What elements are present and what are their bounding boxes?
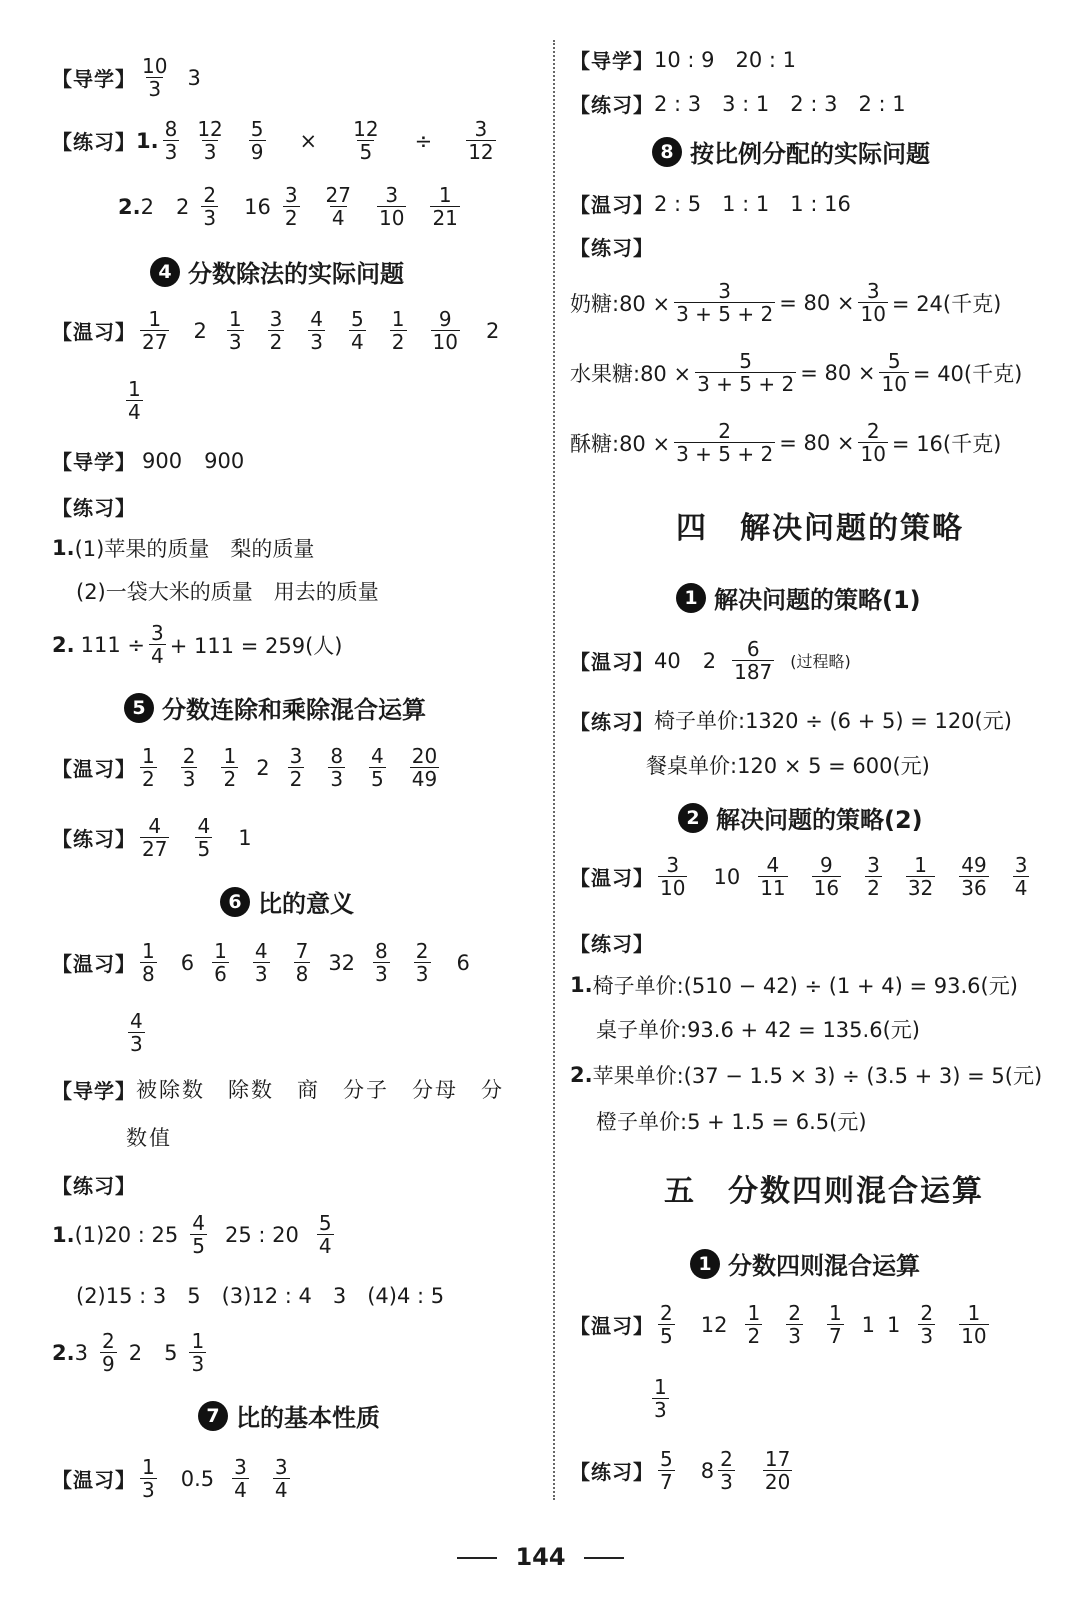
item-number: 2.	[52, 632, 75, 657]
answer: 10	[713, 864, 741, 889]
section-tag: 【温习】	[570, 650, 654, 674]
line-lianxi-6	[52, 1170, 136, 1199]
line-lianxi-strategy-1	[570, 705, 1012, 735]
section-heading-strategy-2	[678, 800, 923, 835]
section-number-badge: 1	[690, 1249, 720, 1279]
fraction: $\frac{5}{10}$	[881, 349, 907, 396]
answer-text: 10 : 9 20 : 1	[654, 48, 797, 72]
section-tag: 【导学】	[52, 450, 136, 474]
section-title: 解决问题的策略(1)	[714, 586, 921, 614]
fraction: $\frac{1}{32}$	[907, 853, 934, 900]
answer: 2	[485, 318, 500, 343]
line-lianxi-8	[570, 232, 654, 261]
section-number-badge: 8	[652, 137, 682, 167]
equation: = 24(千克)	[891, 291, 1002, 316]
line-lianxi-6-2	[52, 1330, 218, 1375]
section-heading-6	[220, 884, 354, 919]
equation: + 111 = 259(人)	[169, 633, 343, 658]
section-tag: 【温习】	[570, 866, 654, 890]
fraction: $\frac{4}{3}$	[254, 939, 268, 986]
answer: 32	[328, 950, 356, 975]
section-tag: 【练习】	[570, 92, 654, 117]
fraction: $\frac{1}{3}$	[142, 1455, 155, 1502]
section-tag: 【温习】	[52, 1468, 136, 1492]
fraction: $\frac{2}{3}$	[788, 1301, 801, 1348]
item-number: 2.	[52, 1340, 75, 1365]
line-lianxi-8-sutang	[570, 420, 1001, 465]
line-wenxi-8	[570, 188, 851, 218]
note: (过程略)	[790, 652, 851, 671]
answer: 2	[702, 648, 717, 673]
operator: ×	[299, 128, 318, 153]
line-lianxi-mixed-ops	[570, 1448, 804, 1493]
fraction: $\frac{8}{3}$	[375, 939, 388, 986]
section-tag: 【练习】	[570, 709, 654, 734]
fraction: $\frac{49}{36}$	[961, 853, 987, 900]
fraction: $\frac{1}{3}$	[228, 307, 242, 354]
fraction: $\frac{3}{12}$	[468, 117, 494, 164]
fraction: $\frac{4}{5}$	[197, 814, 211, 861]
answer-text: (1)苹果的质量 梨的质量	[74, 537, 315, 561]
section-title: 分数除法的实际问题	[188, 260, 404, 288]
section-heading-4	[150, 254, 404, 289]
answer: 1	[238, 825, 252, 850]
section-tag: 【导学】	[52, 67, 136, 91]
fraction: $\frac{2}{10}$	[860, 419, 886, 466]
fraction: $\frac{2}{3}$	[920, 1301, 934, 1348]
fraction: $\frac{3}{2}$	[284, 183, 298, 230]
fraction: $\frac{2}{9}$	[101, 1329, 115, 1376]
answer: 5	[164, 1340, 178, 1365]
answer: 2	[175, 194, 190, 219]
line-lianxi-2	[118, 184, 472, 229]
fraction: $\frac{3}{4}$	[274, 1455, 288, 1502]
equation: = 80 ×	[779, 430, 855, 455]
fraction: $\frac{1}{2}$	[391, 307, 405, 354]
line-lianxi-strategy-2-2b	[596, 1106, 867, 1136]
answer: 12	[700, 1312, 728, 1337]
section-heading-7	[198, 1398, 380, 1433]
section-title: 比的意义	[258, 890, 354, 918]
section-heading-8	[652, 134, 930, 169]
fraction: $\frac{9}{10}$	[432, 307, 458, 354]
line-wenxi-strategy-1	[570, 638, 851, 683]
fraction: $\frac{5}{9}$	[250, 117, 264, 164]
section-title: 按比例分配的实际问题	[690, 140, 930, 168]
item-number: 2.	[118, 194, 141, 219]
answer: 25 : 20	[224, 1222, 299, 1247]
fraction: $\frac{3}{4}$	[234, 1455, 247, 1502]
line-daoxue-7	[570, 44, 796, 74]
fraction: $\frac{2}{3}$	[415, 939, 429, 986]
fraction: $\frac{5}{4}$	[318, 1211, 332, 1258]
item-number: 1.	[52, 536, 75, 560]
column-divider	[553, 40, 555, 1500]
section-tag: 【温习】	[570, 1314, 654, 1338]
line-wenxi-6-cont	[124, 1010, 149, 1055]
fraction: $\frac{9}{16}$	[813, 853, 840, 900]
answer-text: 2 : 5 1 : 1 1 : 16	[654, 192, 851, 216]
line-wenxi-mixed-ops-cont	[648, 1376, 673, 1421]
section-number-badge: 4	[150, 257, 180, 287]
section-tag: 【练习】	[52, 130, 136, 154]
equation: 苹果单价:(37 − 1.5 × 3) ÷ (3.5 + 3) = 5(元)	[592, 1064, 1043, 1088]
line-daoxue-1	[52, 55, 201, 100]
equation: 水果糖:80 ×	[570, 361, 692, 386]
fraction: $\frac{2}{5}$	[660, 1301, 673, 1348]
section-number-badge: 6	[220, 887, 250, 917]
section-number-badge: 2	[678, 803, 708, 833]
line-lianxi-5	[52, 815, 252, 860]
fraction: $\frac{12}{5}$	[353, 117, 379, 164]
section-tag: 【练习】	[570, 932, 654, 956]
line-lianxi-6-1	[52, 1212, 346, 1257]
fraction: $\frac{8}{3}$	[330, 744, 344, 791]
fraction: $\frac{6}{187}$	[734, 637, 773, 684]
equation: = 16(千克)	[891, 431, 1002, 456]
fraction: $\frac{2}{3}$	[182, 744, 196, 791]
item-number: 1.	[570, 973, 593, 997]
line-lianxi-strategy-2	[570, 928, 654, 957]
line-lianxi-strategy-2-2	[570, 1060, 1042, 1090]
fraction: $\frac{27}{4}$	[325, 183, 351, 230]
fraction: $\frac{1}{7}$	[828, 1301, 842, 1348]
answer: 3	[187, 65, 201, 90]
equation: = 40(千克)	[912, 361, 1023, 386]
fraction: $\frac{4}{11}$	[760, 853, 786, 900]
fraction: $\frac{17}{20}$	[764, 1447, 791, 1494]
line-wenxi-7	[52, 1456, 302, 1501]
fraction: $\frac{1}{3}$	[191, 1329, 205, 1376]
fraction: $\frac{5}{7}$	[660, 1447, 673, 1494]
section-tag: 【练习】	[570, 236, 654, 260]
fraction: $\frac{4}{3}$	[310, 307, 324, 354]
fraction: $\frac{1}{4}$	[128, 377, 141, 424]
section-tag: 【温习】	[570, 192, 654, 217]
equation: 奶糖:80 ×	[570, 291, 671, 316]
fraction: $\frac{2}{3 + 5 + 2}$	[676, 419, 774, 466]
section-heading-strategy-1	[676, 580, 921, 615]
fraction: $\frac{7}{8}$	[295, 939, 309, 986]
line-lianxi-7	[570, 88, 906, 118]
line-wenxi-4-cont	[122, 378, 147, 423]
line-lianxi-4-1b	[76, 576, 379, 606]
line-lianxi-4-1	[52, 533, 314, 563]
section-heading-5	[124, 690, 426, 725]
section-tag: 【温习】	[52, 757, 136, 781]
answer-text: (2)一袋大米的质量 用去的质量	[76, 580, 379, 604]
fraction: $\frac{10}{3}$	[142, 54, 168, 101]
line-lianxi-strategy-2-1	[570, 970, 1018, 1000]
section-title: 解决问题的策略(2)	[716, 806, 923, 834]
chapter-title-5: 五 分数四则混合运算	[664, 1174, 984, 1209]
footer-dash-left	[457, 1557, 497, 1559]
fraction: $\frac{4}{3}$	[130, 1009, 143, 1056]
chapter-title-4: 四 解决问题的策略	[676, 511, 964, 546]
answer: 0.5	[180, 1466, 215, 1491]
footer-dash-right	[584, 1557, 624, 1559]
line-wenxi-4	[52, 308, 499, 353]
equation: = 80 ×	[779, 290, 855, 315]
line-lianxi-8-shuiguotang	[570, 350, 1022, 395]
section-number-badge: 7	[198, 1401, 228, 1431]
item-number: 2.	[570, 1063, 593, 1087]
fraction: $\frac{3}{2}$	[269, 307, 283, 354]
answer: 1	[861, 1312, 876, 1337]
line-lianxi-strategy-1b	[646, 750, 930, 780]
equation: 椅子单价:(510 − 42) ÷ (1 + 4) = 93.6(元)	[592, 974, 1018, 998]
answer: 2	[193, 318, 207, 343]
fraction: $\frac{5}{4}$	[351, 307, 364, 354]
fraction: $\frac{2}{3}$	[720, 1447, 733, 1494]
answer: 6	[180, 950, 195, 975]
line-lianxi-strategy-2-1b	[596, 1014, 920, 1044]
line-lianxi-1	[52, 118, 508, 163]
fraction: $\frac{3}{3 + 5 + 2}$	[676, 279, 774, 326]
fraction: $\frac{3}{10}$	[379, 183, 405, 230]
line-lianxi-4-2	[52, 622, 342, 667]
section-number-badge: 1	[676, 583, 706, 613]
equation: 酥糖:80 ×	[570, 431, 671, 456]
line-lianxi-4	[52, 492, 136, 521]
fraction: $\frac{2}{3}$	[203, 183, 217, 230]
fraction: $\frac{1}{2}$	[142, 744, 155, 791]
section-tag: 【练习】	[52, 827, 136, 851]
line-daoxue-6-cont	[126, 1122, 172, 1152]
section-heading-mixed-ops	[690, 1246, 920, 1281]
answer: 900	[142, 448, 183, 473]
fraction: $\frac{3}{4}$	[150, 621, 164, 668]
fraction: $\frac{3}{2}$	[867, 853, 880, 900]
section-tag: 【温习】	[52, 320, 136, 344]
section-tag: 【练习】	[570, 1460, 654, 1484]
equation: 桌子单价:93.6 + 42 = 135.6(元)	[596, 1018, 920, 1042]
fraction: $\frac{1}{27}$	[142, 307, 168, 354]
section-number-badge: 5	[124, 693, 154, 723]
section-tag: 【导学】	[52, 1078, 136, 1103]
equation: 111 ÷	[80, 632, 145, 657]
fraction: $\frac{20}{49}$	[411, 744, 438, 791]
answer: 3	[74, 1340, 88, 1365]
section-tag: 【练习】	[52, 496, 136, 520]
fraction: $\frac{8}{3}$	[164, 117, 178, 164]
fraction: $\frac{4}{27}$	[142, 814, 168, 861]
fraction: $\frac{12}{3}$	[197, 117, 223, 164]
equation: 椅子单价:1320 ÷ (6 + 5) = 120(元)	[654, 709, 1012, 733]
page-number-footer	[0, 1543, 1081, 1571]
answer-text: 被除数 除数 商 分子 分母 分	[136, 1078, 504, 1102]
section-tag: 【导学】	[570, 48, 654, 73]
equation: 橙子单价:5 + 1.5 = 6.5(元)	[596, 1110, 867, 1134]
fraction: $\frac{4}{5}$	[371, 744, 384, 791]
fraction: $\frac{1}{10}$	[961, 1301, 987, 1348]
fraction: $\frac{1}{3}$	[654, 1375, 667, 1422]
answer: 6	[456, 950, 470, 975]
item-number: 1.	[136, 128, 159, 153]
fraction: $\frac{1}{6}$	[214, 939, 227, 986]
answer: (1)20 : 25	[74, 1222, 179, 1247]
answer: 8	[700, 1458, 715, 1483]
line-lianxi-8-naitang	[570, 280, 1001, 325]
fraction: $\frac{3}{10}$	[860, 279, 886, 326]
line-daoxue-6	[52, 1074, 504, 1104]
fraction: $\frac{3}{4}$	[1014, 853, 1028, 900]
answer: 16	[244, 194, 271, 219]
section-tag: 【温习】	[52, 952, 136, 976]
fraction: $\frac{1}{8}$	[142, 939, 155, 986]
line-wenxi-6	[52, 940, 470, 985]
answer: 40	[654, 648, 681, 673]
answer: 900	[204, 448, 245, 473]
line-wenxi-strategy-2	[570, 854, 1041, 899]
equation: = 80 ×	[800, 360, 876, 385]
fraction: $\frac{1}{2}$	[747, 1301, 761, 1348]
item-number: 1.	[52, 1222, 75, 1247]
fraction: $\frac{1}{2}$	[223, 744, 237, 791]
page-number: 144	[515, 1543, 566, 1571]
line-wenxi-5	[52, 745, 451, 790]
answer: 1	[887, 1312, 901, 1337]
answer: 2	[256, 755, 270, 780]
line-lianxi-6-1b	[76, 1280, 444, 1310]
section-title: 分数四则混合运算	[728, 1252, 920, 1280]
operator: ÷	[414, 128, 433, 153]
answer: 2	[140, 194, 154, 219]
answer: 2	[128, 1340, 143, 1365]
fraction: $\frac{5}{3 + 5 + 2}$	[697, 349, 795, 396]
answer-text: 2 : 3 3 : 1 2 : 3 2 : 1	[654, 92, 906, 116]
fraction: $\frac{3}{2}$	[289, 744, 303, 791]
line-daoxue-4	[52, 446, 244, 475]
section-tag: 【练习】	[52, 1174, 136, 1198]
line-wenxi-mixed-ops	[570, 1302, 1001, 1347]
section-title: 分数连除和乘除混合运算	[162, 696, 426, 724]
fraction: $\frac{3}{10}$	[660, 853, 686, 900]
answer-text: 数值	[126, 1126, 172, 1150]
fraction: $\frac{1}{21}$	[432, 183, 458, 230]
equation: 餐桌单价:120 × 5 = 600(元)	[646, 754, 930, 778]
answer-text: (2)15 : 3 5 (3)12 : 4 3 (4)4 : 5	[76, 1284, 445, 1308]
section-title: 比的基本性质	[236, 1404, 380, 1432]
fraction: $\frac{4}{5}$	[192, 1211, 205, 1258]
